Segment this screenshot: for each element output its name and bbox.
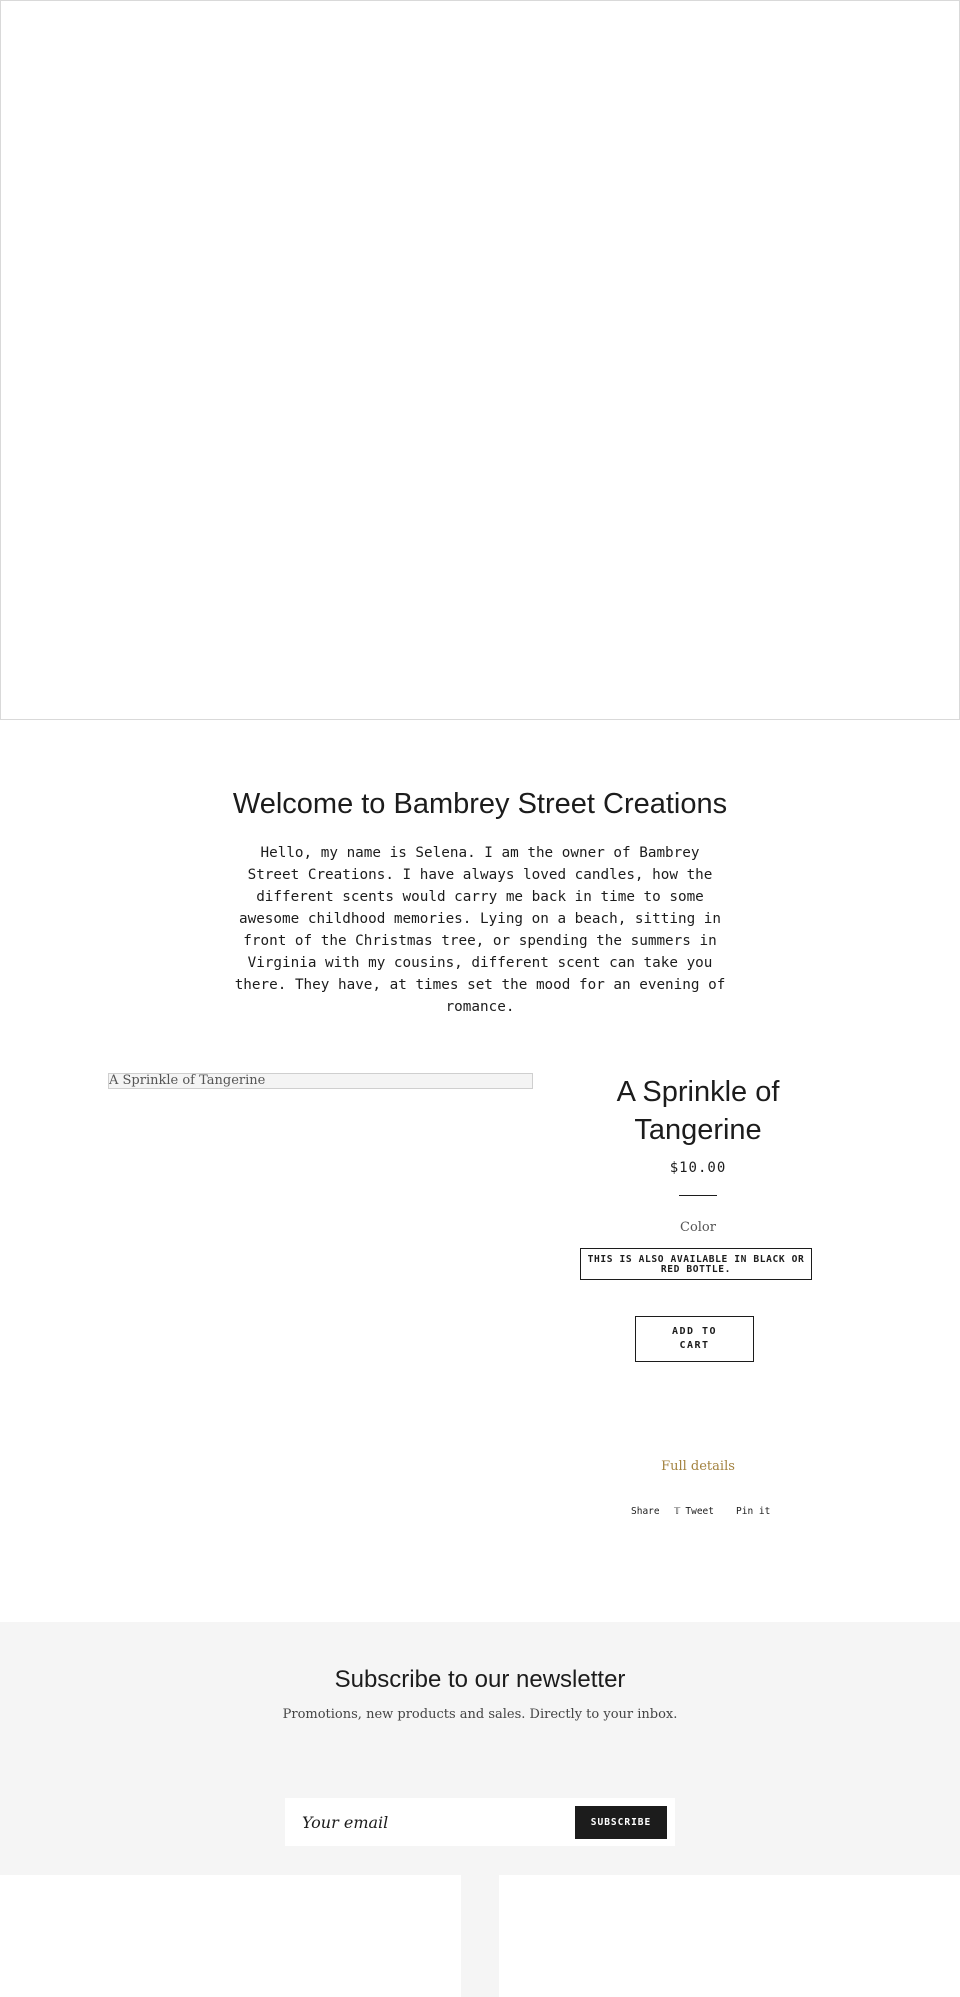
add-to-cart-button[interactable]: ADD TO CART (635, 1316, 754, 1362)
hero-image-placeholder (0, 0, 960, 720)
welcome-text: Hello, my name is Selena. I am the owner of Bambrey Street Creations. I have always loved candles, how the different scents would carry me back in time to some awesome childhood memories. Lying on a beach, sitting in front of the Christmas tree, or spending the summers in Virginia with my cousins, different scent can take you there. They have, at times set the mood for an evening of romance. (234, 845, 726, 1015)
color-option-label: Color (680, 1220, 716, 1235)
twitter-icon: 𝕋 (674, 1507, 681, 1517)
email-input[interactable] (285, 1798, 575, 1846)
newsletter-form (285, 1798, 675, 1846)
product-image[interactable]: A Sprinkle of Tangerine (108, 1073, 533, 1089)
newsletter-subtitle: Promotions, new products and sales. Directly to your inbox. (282, 1707, 678, 1722)
share-twitter-link[interactable] (674, 1506, 714, 1517)
color-variant-select[interactable]: THIS IS ALSO AVAILABLE IN BLACK OR RED BOTTLE. (580, 1248, 812, 1280)
newsletter-divider (461, 1744, 499, 1997)
full-details-link[interactable]: Full details (661, 1459, 735, 1474)
share-facebook-link[interactable] (631, 1506, 660, 1517)
product-price: $10.00 (669, 1160, 727, 1176)
product-divider (679, 1195, 717, 1196)
share-pinterest-link[interactable] (736, 1506, 770, 1517)
welcome-title: Welcome to Bambrey Street Creations (232, 788, 728, 820)
share-pinterest-label: Pin it (736, 1506, 771, 1517)
product-title: A Sprinkle of Tangerine (616, 1076, 780, 1146)
share-twitter-label: Tweet (685, 1506, 714, 1517)
share-facebook-label: Share (631, 1506, 660, 1517)
newsletter-title: Subscribe to our newsletter (334, 1666, 626, 1693)
subscribe-button[interactable]: SUBSCRIBE (575, 1806, 667, 1839)
